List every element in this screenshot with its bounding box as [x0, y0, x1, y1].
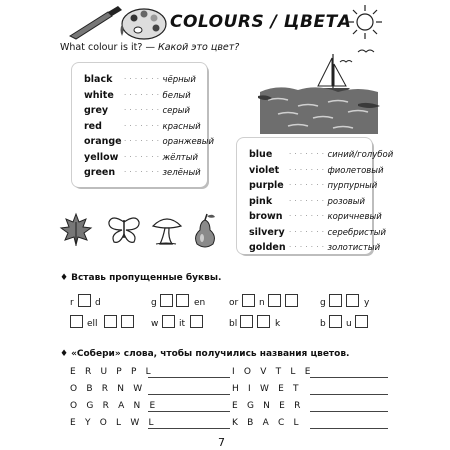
color-row	[249, 149, 393, 161]
letter-y: y	[364, 298, 370, 308]
answer-line[interactable]	[148, 411, 230, 412]
letter-box[interactable]	[355, 315, 368, 328]
scrambled-word: O G R A N E	[70, 401, 159, 411]
color-russian: зелёный	[162, 168, 201, 178]
answer-line[interactable]	[310, 394, 388, 395]
letter-box[interactable]	[176, 294, 189, 307]
letter-g: g	[320, 298, 326, 308]
exercise1-heading	[60, 273, 221, 283]
dot-leader: · · · · · · ·	[124, 121, 160, 130]
color-row	[84, 136, 214, 148]
letter-en: en	[194, 298, 206, 308]
letter-box[interactable]	[242, 294, 255, 307]
color-row	[84, 105, 190, 117]
color-english: yellow	[84, 151, 119, 163]
diamond-bullet-icon: ♦	[60, 349, 69, 359]
color-english: purple	[249, 180, 284, 191]
color-row	[249, 180, 377, 192]
letter-or: or	[229, 298, 239, 308]
letter-box[interactable]	[162, 315, 175, 328]
dot-leader: · · · · · · ·	[289, 212, 325, 220]
answer-line[interactable]	[148, 428, 230, 429]
sailboat-sea-illustration	[258, 44, 388, 136]
letter-d: d	[95, 298, 101, 308]
color-english: blue	[249, 149, 273, 160]
answer-line[interactable]	[310, 428, 388, 429]
page-number: 7	[218, 436, 225, 449]
scrambled-word: E Y O L W L	[70, 418, 157, 428]
diamond-bullet-icon: ♦	[60, 273, 69, 283]
color-row	[249, 227, 386, 239]
color-english: black	[84, 74, 113, 85]
letter-w: w	[151, 319, 159, 329]
color-english: orange	[84, 136, 122, 147]
question-en: What colour is it? —	[60, 42, 158, 53]
dot-leader: · · · · · · ·	[124, 106, 160, 114]
letter-box[interactable]	[285, 294, 298, 307]
dot-leader: · · · · · · ·	[289, 181, 325, 189]
letter-box[interactable]	[346, 294, 359, 307]
color-russian: белый	[162, 90, 191, 101]
color-russian: золотистый	[327, 243, 381, 253]
color-row	[249, 242, 380, 254]
letter-box[interactable]	[190, 315, 203, 328]
scrambled-word: K B A C L	[232, 418, 302, 428]
color-russian: серебристый	[327, 227, 387, 238]
dot-leader: · · · · · · ·	[289, 196, 325, 205]
letter-ell: ell	[87, 319, 98, 329]
scrambled-word: E R U P P L	[70, 367, 154, 377]
color-row	[84, 152, 198, 164]
exercise2-heading	[60, 349, 349, 359]
color-row	[249, 165, 384, 177]
color-russian: пурпурный	[327, 181, 378, 191]
scrambled-word: O B R N W	[70, 384, 146, 394]
color-russian: синий/голубой	[327, 150, 394, 160]
letter-it: it	[179, 319, 186, 329]
page-title: COLOURS / ЦВЕТА	[170, 12, 352, 32]
sun-icon	[345, 3, 385, 41]
dot-leader: · · · · · · ·	[289, 150, 325, 158]
exercise2-text: «Собери» слова, чтобы получились названия цветов.	[71, 349, 350, 359]
dot-leader: · · · · · · ·	[124, 75, 160, 83]
color-row	[84, 167, 201, 179]
scrambled-word: H I W E T	[232, 384, 302, 394]
scrambled-word: I O V T L E	[232, 367, 314, 377]
color-english: silvery	[249, 226, 285, 238]
mushroom-icon	[150, 214, 184, 248]
letter-box[interactable]	[329, 294, 342, 307]
letter-g: g	[151, 298, 157, 308]
color-row	[84, 90, 191, 102]
color-row	[84, 121, 201, 133]
color-row	[84, 74, 196, 86]
letter-r: r	[70, 298, 74, 308]
color-english: brown	[249, 211, 283, 222]
exercise1-text: Вставь пропущенные буквы.	[71, 273, 222, 283]
letter-box[interactable]	[104, 315, 117, 328]
dot-leader: · · · · · · ·	[289, 243, 325, 251]
letter-box[interactable]	[160, 294, 173, 307]
letter-box[interactable]	[257, 315, 270, 328]
maple-leaf-icon	[58, 212, 94, 248]
color-english: white	[84, 89, 114, 101]
color-russian: розовый	[327, 196, 366, 207]
color-russian: чёрный	[162, 75, 196, 85]
letter-box[interactable]	[78, 294, 91, 307]
dot-leader: · · · · · · ·	[289, 165, 325, 174]
letter-box[interactable]	[121, 315, 134, 328]
answer-line[interactable]	[148, 394, 230, 395]
scrambled-word: E G N E R	[232, 401, 304, 411]
letter-box[interactable]	[329, 315, 342, 328]
color-russian: фиолетовый	[327, 165, 384, 176]
color-russian: жёлтый	[162, 152, 198, 163]
letter-box[interactable]	[70, 315, 83, 328]
letter-k: k	[275, 319, 281, 329]
color-english: violet	[249, 164, 280, 176]
letter-n: n	[259, 298, 265, 308]
paintbrush-palette-icon	[68, 2, 168, 42]
pear-icon	[190, 212, 220, 250]
color-row	[249, 211, 382, 223]
letter-box[interactable]	[240, 315, 253, 328]
color-english: red	[84, 120, 102, 132]
answer-line[interactable]	[310, 377, 388, 378]
dot-leader: · · · · · · ·	[124, 90, 160, 99]
color-english: green	[84, 167, 116, 178]
color-russian: коричневый	[327, 212, 382, 222]
dot-leader: · · · · · · ·	[289, 227, 325, 236]
question-line	[60, 42, 239, 53]
dot-leader: · · · · · · ·	[124, 168, 160, 176]
color-row	[249, 196, 365, 208]
letter-b: b	[320, 319, 326, 329]
color-russian: серый	[162, 106, 191, 116]
answer-line[interactable]	[148, 377, 230, 378]
color-russian: оранжевый	[162, 137, 214, 147]
dot-leader: · · · · · · ·	[124, 137, 160, 145]
color-english: golden	[249, 242, 286, 253]
butterfly-icon	[106, 214, 142, 246]
color-russian: красный	[162, 121, 201, 132]
letter-bl: bl	[229, 319, 238, 329]
color-english: pink	[249, 195, 273, 207]
letter-u: u	[346, 319, 352, 329]
letter-box[interactable]	[268, 294, 281, 307]
dot-leader: · · · · · · ·	[124, 152, 160, 161]
answer-line[interactable]	[310, 411, 388, 412]
color-english: grey	[84, 105, 109, 116]
question-ru: Какой это цвет?	[157, 42, 240, 53]
